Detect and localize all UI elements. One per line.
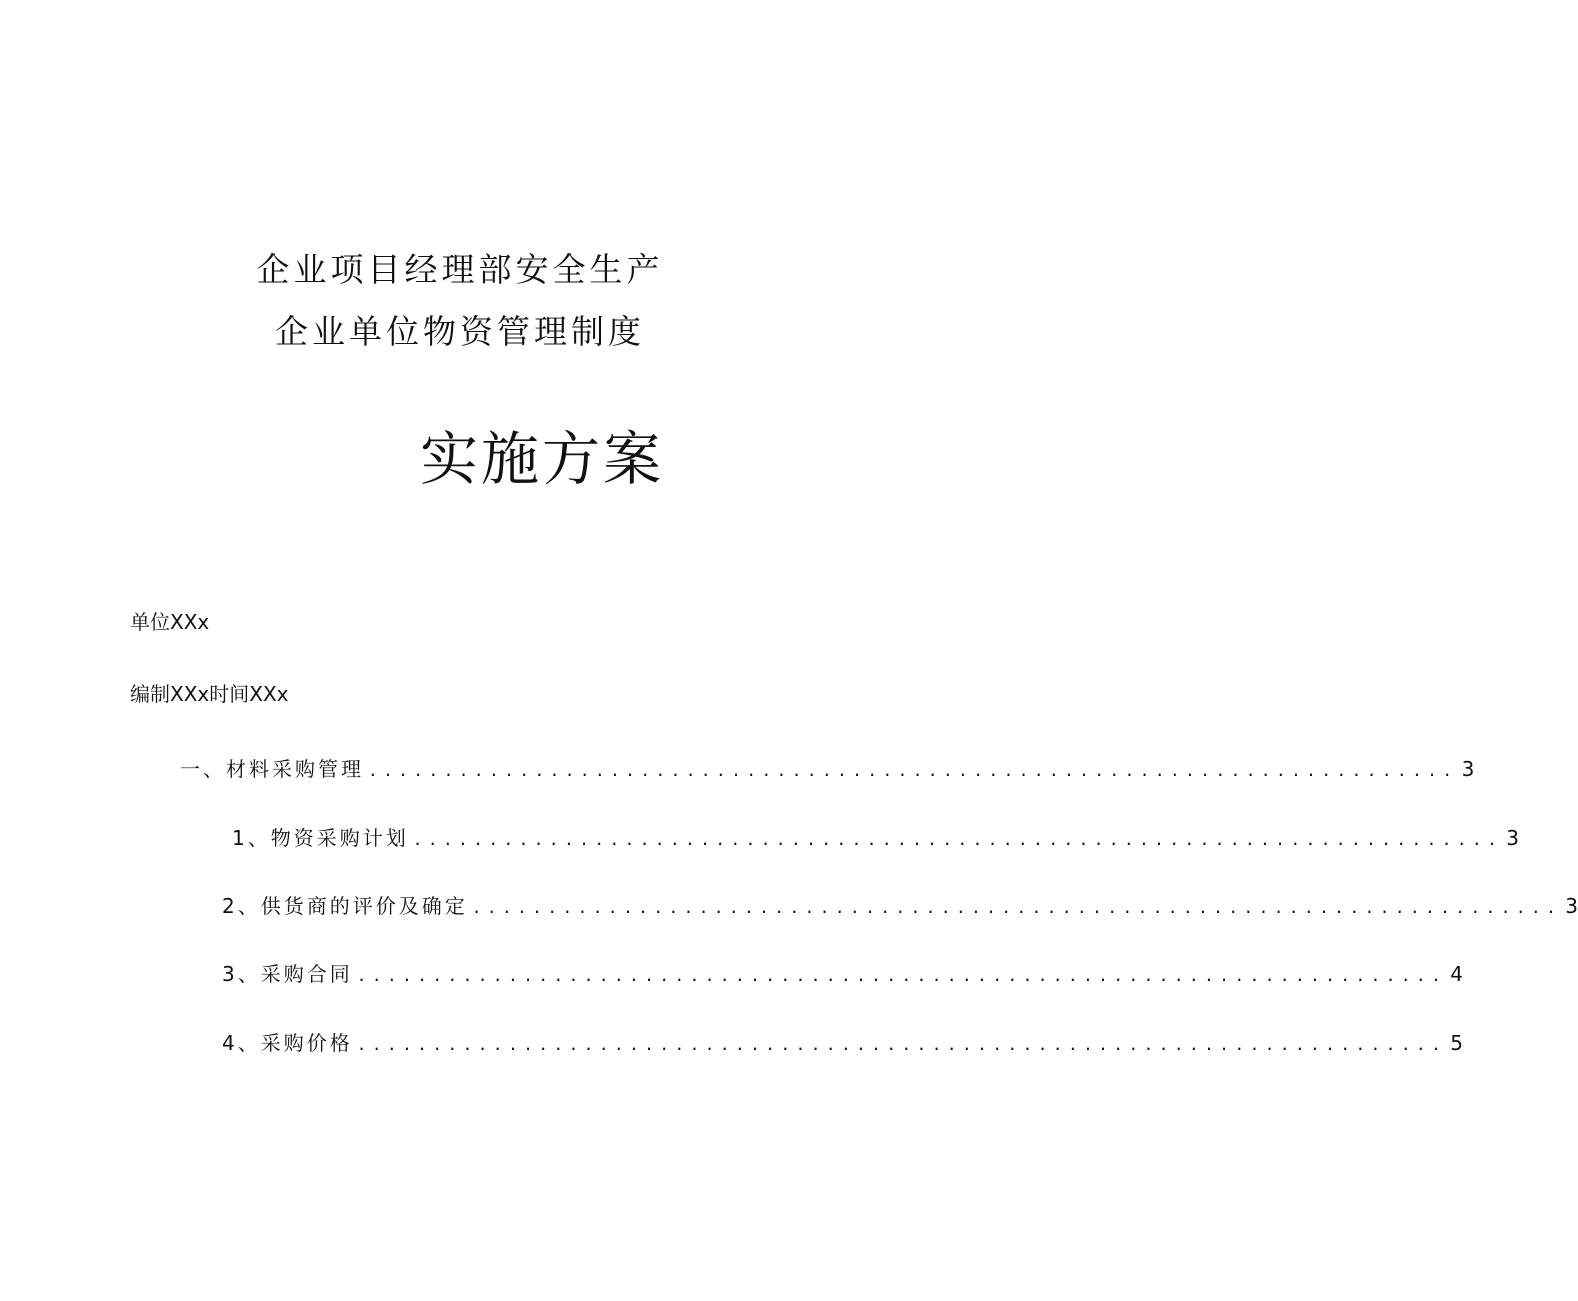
toc-entry[interactable]: [232, 822, 1520, 851]
toc-entry-page: 3: [1461, 757, 1475, 781]
document-title-line-1: 企业项目经理部安全生产: [256, 250, 664, 289]
toc-dot-leader: ........................................................................: [412, 830, 1503, 849]
unit-info: 单位XXx: [130, 610, 210, 634]
toc-entry[interactable]: [222, 890, 1578, 919]
toc-dot-leader: ........................................................................: [356, 1035, 1447, 1054]
toc-dot-leader: ........................................................................: [356, 966, 1447, 985]
document-title-main: 实施方案: [420, 425, 665, 493]
toc-dot-leader: ........................................................................: [471, 898, 1562, 917]
edit-time-info: 编制XXx时间XXx: [130, 682, 289, 706]
toc-entry-page: 3: [1506, 826, 1520, 850]
toc-entry[interactable]: [222, 958, 1464, 987]
toc-entry[interactable]: [180, 753, 1475, 782]
toc-dot-leader: ........................................................................: [368, 761, 1458, 780]
toc-entry-page: 3: [1565, 894, 1578, 918]
toc-entry[interactable]: [222, 1027, 1464, 1056]
toc-entry-label: 3、采购合同: [222, 962, 353, 986]
toc-entry-label: 1、物资采购计划: [232, 826, 409, 850]
toc-entry-label: 一、材料采购管理: [180, 757, 364, 781]
toc-entry-label: 2、供货商的评价及确定: [222, 894, 468, 918]
toc-entry-label: 4、采购价格: [222, 1031, 353, 1055]
toc-entry-page: 4: [1450, 962, 1464, 986]
document-title-line-2: 企业单位物资管理制度: [275, 312, 645, 351]
toc-entry-page: 5: [1450, 1031, 1464, 1055]
